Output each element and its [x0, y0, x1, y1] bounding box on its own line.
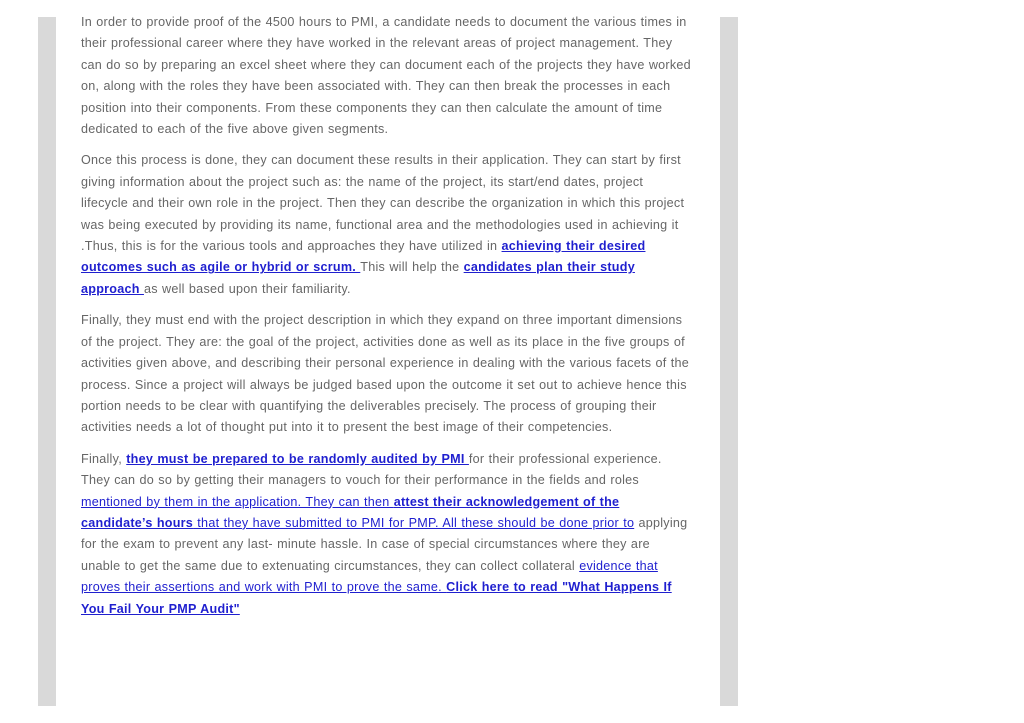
- link-agile-hybrid-scrum[interactable]: achieving their desired outcomes such as agile or hybrid or scrum.: [81, 239, 646, 275]
- paragraph-text: for their professional experience. They can do so by getting their managers to vouch for their performance in the fields and roles: [81, 451, 662, 488]
- link-attest-acknowledgement[interactable]: attest their acknowledgement of the candidate’s hours: [81, 494, 620, 530]
- link-study-approach[interactable]: candidates plan their study approach: [81, 260, 635, 296]
- link-randomly-audited[interactable]: they must be prepared to be randomly audited by PMI: [126, 451, 469, 466]
- right-margin-bar: [720, 17, 738, 706]
- paragraph-text: applying for the exam to prevent any last- minute hassle. In case of special circumstances where they are unable to get the same due to extenuating circumstances, they can collect collateral: [81, 515, 688, 573]
- paragraph-text: Finally, they must end with the project description in which they expand on three important dimensions of the project. They are: the goal of the project, activities done as well as its place in the five groups of activities given above, and describing their personal experience in dealing with the various facets of the process. Since a project will always be judged based upon the outcome it set out to achieve hence this portion needs to be clear with quantifying the deliverables precisely. The process of grouping their activities needs a lot of thought put into it to present the best image of their competencies.: [81, 313, 690, 435]
- link-pmp-audit-article[interactable]: Click here to read "What Happens If You Fail Your PMP Audit": [81, 580, 672, 616]
- paragraph-proof-hours: [81, 12, 693, 140]
- paragraph-document-results: [81, 150, 693, 300]
- paragraph-text: Finally,: [81, 451, 127, 466]
- link-collateral-evidence[interactable]: evidence that proves their assertions and work with PMI to prove the same.: [81, 558, 658, 595]
- paragraph-text: In order to provide proof of the 4500 hours to PMI, a candidate needs to document the various times in their professional career where they have worked in the relevant areas of project management. They can do so by preparing an excel sheet where they can document each of the projects they have worked on, along with the roles they have been associated with. They can then break the processes in each position into their components. From these components they can then calculate the amount of time dedicated to each of the five above given segments.: [81, 15, 691, 137]
- paragraph-audit: [81, 449, 693, 620]
- paragraph-project-description: [81, 310, 693, 438]
- left-margin-bar: [38, 17, 56, 706]
- document-page: [81, 12, 693, 630]
- link-submitted-pmp[interactable]: that they have submitted to PMI for PMP. All these should be done prior to: [193, 515, 635, 530]
- paragraph-text: as well based upon their familiarity.: [143, 281, 351, 296]
- link-mentioned-application[interactable]: mentioned by them in the application. They can then: [81, 494, 394, 509]
- paragraph-text: Once this process is done, they can document these results in their application. They can start by first giving information about the project such as: the name of the project, its start/end dates, project lifecycle and their own role in the project. Then they can describe the organization in which this project was being executed by providing its name, functional area and the methodologies used in achieving it .Thus, this is for the various tools and approaches they have utilized in: [81, 153, 685, 254]
- paragraph-text: This will help the: [360, 260, 464, 275]
